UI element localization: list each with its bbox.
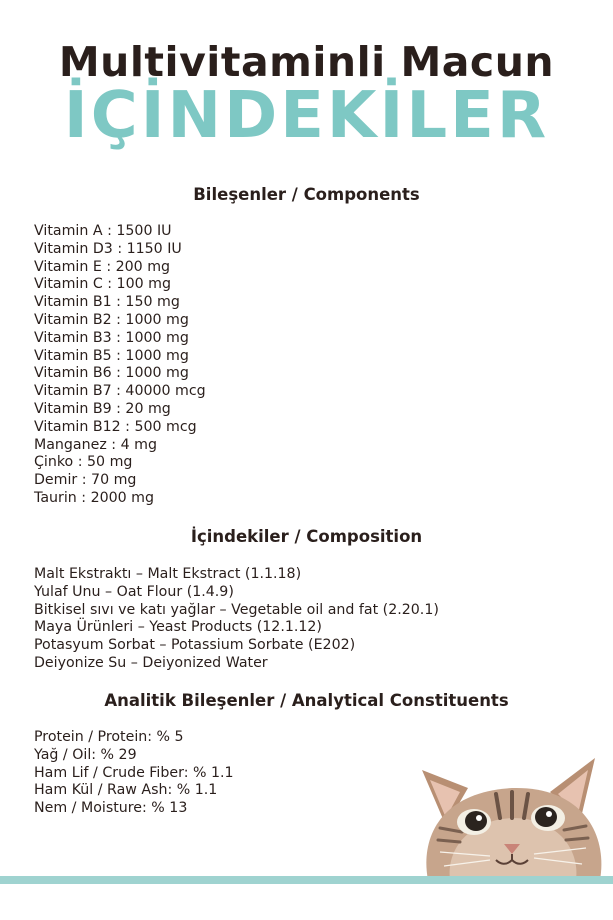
- list-item: Çinko : 50 mg: [34, 454, 133, 471]
- list-item: Malt Ekstraktı – Malt Ekstract (1.1.18): [34, 566, 302, 582]
- analytical-heading: Analitik Bileşenler / Analytical Constituents: [104, 691, 509, 710]
- list-item: Manganez : 4 mg: [34, 436, 157, 453]
- list-item: Vitamin B9 : 20 mg: [34, 400, 171, 417]
- list-item: Maya Ürünleri – Yeast Products (12.1.12): [34, 619, 322, 636]
- list-item: Vitamin C : 100 mg: [34, 276, 171, 293]
- cat-peeking-image: [410, 748, 613, 880]
- list-item: Vitamin E : 200 mg: [34, 258, 171, 275]
- list-item: Bitkisel sıvı ve katı yağlar – Vegetable oil and fat (2.20.1): [34, 601, 439, 618]
- composition-heading: İçindekiler / Composition: [190, 527, 423, 546]
- product-title: Multivitaminli Macun: [58, 38, 555, 86]
- list-item: Nem / Moisture: % 13: [34, 800, 188, 817]
- components-list: [34, 223, 206, 508]
- list-item: Vitamin A : 1500 IU: [34, 223, 172, 239]
- list-item: Vitamin D3 : 1150 IU: [34, 240, 182, 257]
- list-item: Taurin : 2000 mg: [34, 489, 155, 506]
- list-item: Vitamin B6 : 1000 mg: [34, 365, 189, 382]
- components-heading: Bileşenler / Components: [193, 185, 420, 204]
- list-item: Vitamin B3 : 1000 mg: [34, 329, 189, 346]
- list-item: Vitamin B7 : 40000 mcg: [34, 383, 206, 400]
- analytical-list: [34, 729, 234, 818]
- list-item: Vitamin B12 : 500 mcg: [34, 418, 197, 435]
- list-item: Protein / Protein: % 5: [34, 729, 184, 745]
- list-item: Yağ / Oil: % 29: [34, 746, 137, 763]
- list-item: Ham Lif / Crude Fiber: % 1.1: [34, 764, 234, 781]
- floor-stripe: [0, 876, 613, 884]
- list-item: Yulaf Unu – Oat Flour (1.4.9): [34, 583, 234, 600]
- list-item: Demir : 70 mg: [34, 472, 137, 489]
- composition-list: [34, 566, 439, 673]
- list-item: Vitamin B1 : 150 mg: [34, 294, 180, 311]
- floor-base: [0, 884, 613, 920]
- list-item: Potasyum Sorbat – Potassium Sorbate (E202): [34, 637, 356, 654]
- list-item: Deiyonize Su – Deiyonized Water: [34, 654, 268, 671]
- list-item: Ham Kül / Raw Ash: % 1.1: [34, 782, 218, 799]
- ingredients-title: İÇİNDEKİLER: [63, 79, 550, 153]
- list-item: Vitamin B5 : 1000 mg: [34, 347, 189, 364]
- list-item: Vitamin B2 : 1000 mg: [34, 311, 189, 328]
